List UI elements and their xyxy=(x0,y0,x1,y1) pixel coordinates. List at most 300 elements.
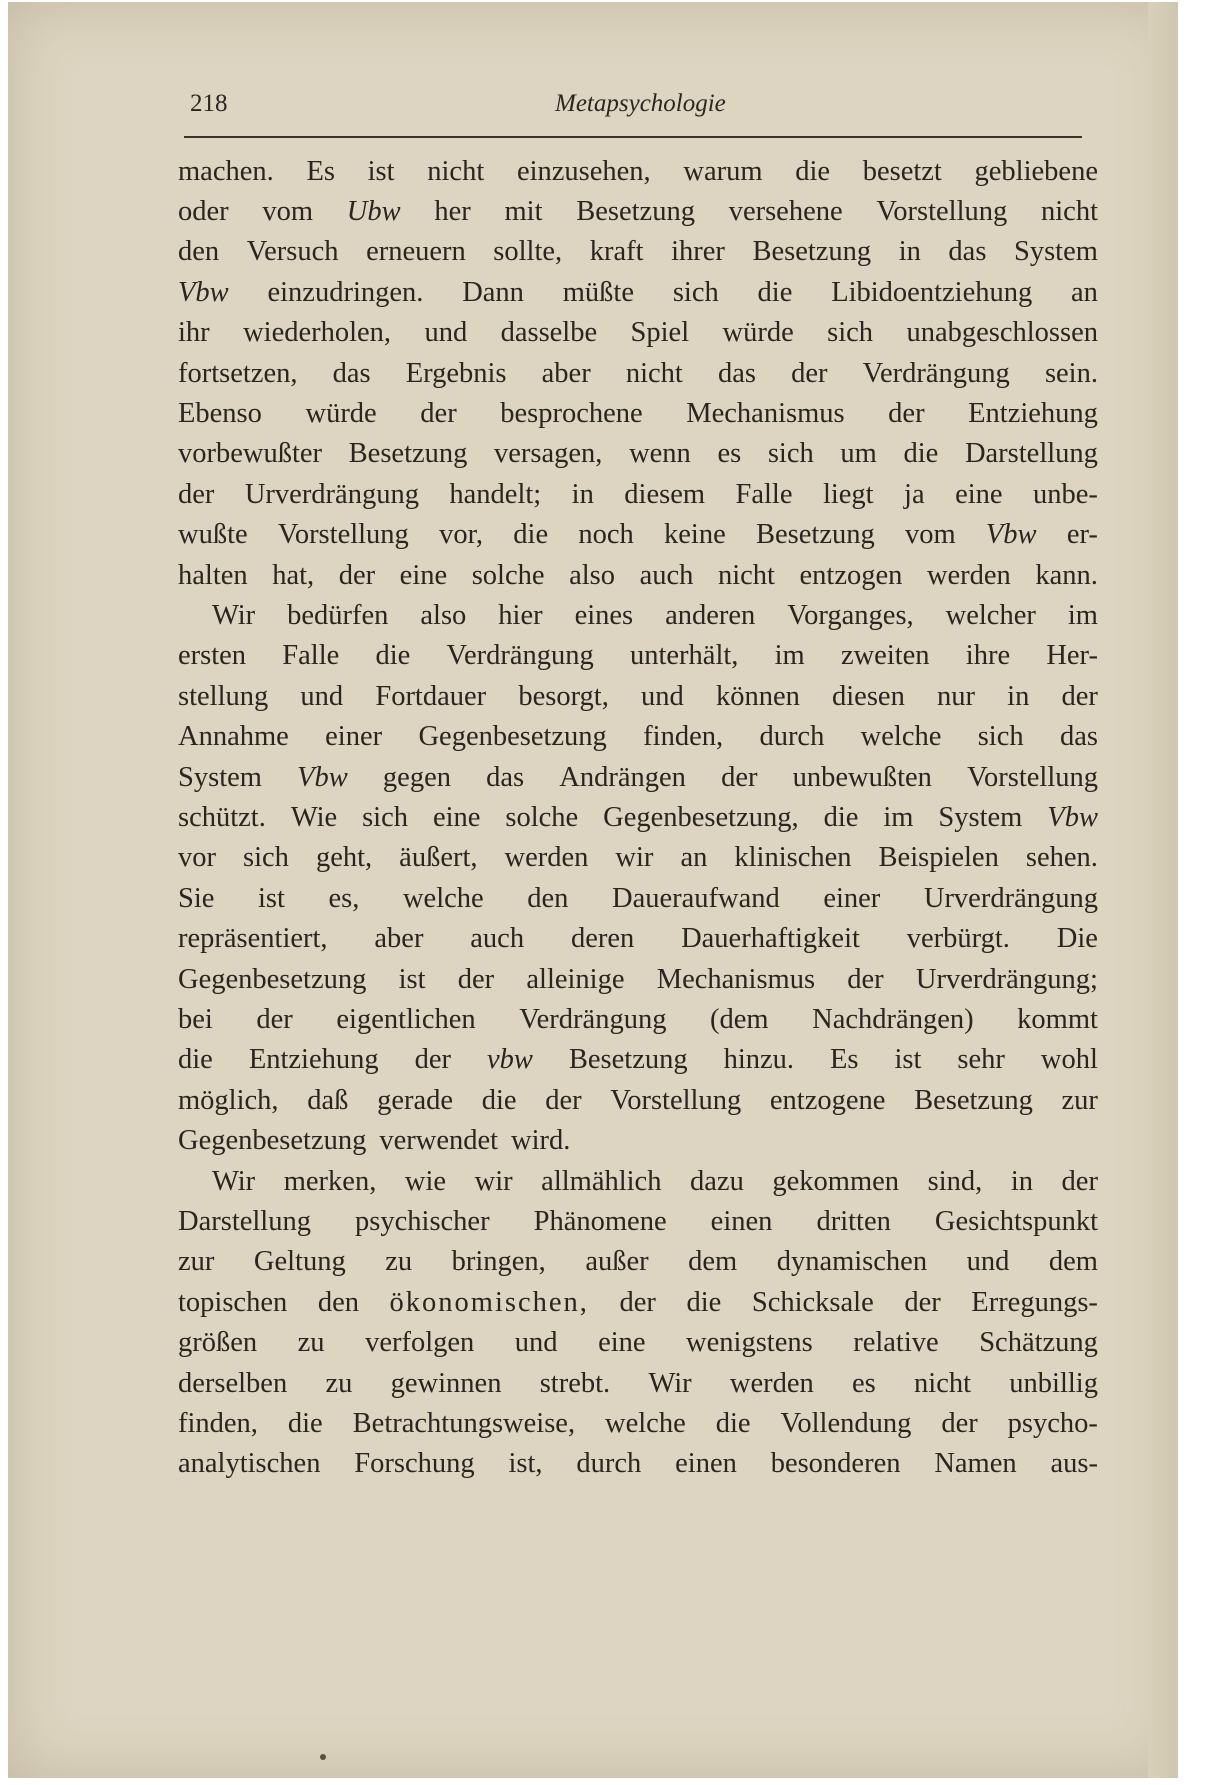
word: zweiten xyxy=(840,640,930,671)
word: ist, xyxy=(508,1448,543,1479)
word: keine xyxy=(664,519,726,550)
word: in xyxy=(1010,1166,1033,1197)
word: eine xyxy=(432,802,481,833)
word: werden xyxy=(504,842,589,873)
word: solche xyxy=(505,802,579,833)
word: anderen xyxy=(665,600,756,631)
word: wir xyxy=(615,842,654,873)
text-line xyxy=(178,1283,1098,1323)
word: wenigstens xyxy=(686,1327,813,1358)
word: strebt. xyxy=(539,1368,611,1399)
word: gerade xyxy=(377,1085,454,1116)
word: derselben xyxy=(178,1368,288,1399)
word: ja xyxy=(904,479,925,510)
word: Daueraufwand xyxy=(611,883,780,914)
page-number: 218 xyxy=(190,90,228,117)
word: das xyxy=(948,236,987,267)
word: Vorstellung xyxy=(876,196,1008,227)
word: werden xyxy=(729,1368,814,1399)
word: entzogene xyxy=(769,1085,886,1116)
word: Spiel xyxy=(630,317,690,348)
word: Falle xyxy=(735,479,793,510)
text-line xyxy=(178,1000,1098,1040)
word: Vbw xyxy=(1047,802,1098,833)
word: alleinige xyxy=(526,964,625,995)
word: unterhält, xyxy=(629,640,739,671)
word: Verdrängung xyxy=(862,358,1010,389)
text-line xyxy=(178,636,1098,676)
word: Schicksale xyxy=(751,1287,874,1318)
word: Urverdrängung xyxy=(244,479,419,510)
word: die xyxy=(481,1085,517,1116)
word: kommt xyxy=(1017,1004,1098,1035)
word: verbürgt. xyxy=(906,923,1010,954)
word: relative xyxy=(853,1327,939,1358)
word: zu xyxy=(325,1368,353,1399)
word: Beispielen xyxy=(878,842,999,873)
word: vor, xyxy=(439,519,484,550)
word: repräsentiert, xyxy=(178,923,328,954)
word: der xyxy=(1061,1166,1098,1197)
word: Entziehung xyxy=(968,398,1098,429)
word: wiederholen, xyxy=(243,317,392,348)
word: Verdrängung xyxy=(446,640,594,671)
word: warum xyxy=(683,156,763,187)
word: daß xyxy=(307,1085,349,1116)
word: versehene xyxy=(728,196,843,227)
word: gebliebene xyxy=(974,156,1098,187)
word: im xyxy=(1067,600,1098,631)
word: deren xyxy=(570,923,635,954)
word: einen xyxy=(710,1206,773,1237)
word: diesen xyxy=(832,681,905,712)
word: zu xyxy=(385,1246,413,1277)
word: die xyxy=(903,438,939,469)
word: ist xyxy=(894,1044,922,1075)
word: hier xyxy=(498,600,543,631)
word: gewinnen xyxy=(390,1368,502,1399)
word: es xyxy=(852,1368,876,1399)
word: kann. xyxy=(1035,560,1098,591)
word: äußert, xyxy=(399,842,478,873)
word: klinischen xyxy=(734,842,852,873)
word: Mechanismus xyxy=(686,398,845,429)
word: und xyxy=(424,317,468,348)
word: besonderen xyxy=(770,1448,901,1479)
text-line xyxy=(178,313,1098,353)
word: also xyxy=(569,560,615,591)
text-line xyxy=(178,1444,1098,1484)
word: Vbw xyxy=(178,277,229,308)
word: wußte xyxy=(178,519,248,550)
word: außer xyxy=(585,1246,649,1277)
word: sich xyxy=(767,438,814,469)
text-line xyxy=(178,960,1098,1000)
word: Gegenbesetzung xyxy=(178,1125,367,1156)
word: versagen, xyxy=(494,438,603,469)
word: müßte xyxy=(562,277,634,308)
word: vbw xyxy=(486,1044,533,1075)
text-line xyxy=(178,192,1098,232)
word: Forschung xyxy=(354,1448,475,1479)
word: unbillig xyxy=(1009,1368,1098,1399)
word: Urverdrängung xyxy=(923,883,1098,914)
word: nur xyxy=(937,681,975,712)
word: Besetzung xyxy=(568,1044,688,1075)
word: ihr xyxy=(178,317,210,348)
word: Es xyxy=(830,1044,859,1075)
word: den xyxy=(317,1287,359,1318)
word: das xyxy=(332,358,371,389)
text-line xyxy=(178,1323,1098,1363)
word: würde xyxy=(722,317,794,348)
word: der xyxy=(941,1408,978,1439)
word: der xyxy=(1061,681,1098,712)
word: Betrachtungsweise, xyxy=(352,1408,576,1439)
word: würde xyxy=(305,398,377,429)
word: vom xyxy=(904,519,956,550)
word: die xyxy=(375,640,411,671)
word: Ebenso xyxy=(178,398,262,429)
word: System xyxy=(1013,236,1098,267)
word: Besetzung xyxy=(576,196,695,227)
word: der xyxy=(721,762,758,793)
text-line xyxy=(178,596,1098,636)
word: aus- xyxy=(1050,1448,1098,1479)
word: ihre xyxy=(965,640,1011,671)
word: wir xyxy=(474,1166,513,1197)
word: verwendet xyxy=(379,1125,499,1156)
word: die xyxy=(686,1287,722,1318)
word: hat, xyxy=(272,560,315,591)
text-line xyxy=(178,919,1098,959)
word: fortsetzen, xyxy=(178,358,298,389)
word: Nachdrängen) xyxy=(812,1004,974,1035)
word: dazu xyxy=(690,1166,744,1197)
word: zu xyxy=(297,1327,325,1358)
word: Ubw xyxy=(346,196,401,227)
word: bedürfen xyxy=(287,600,389,631)
word: merken, xyxy=(283,1166,377,1197)
word: nicht xyxy=(1041,196,1098,227)
word: den xyxy=(178,236,220,267)
word: Die xyxy=(1056,923,1098,954)
word: gegen xyxy=(382,762,451,793)
word: Vorstellung xyxy=(610,1085,742,1116)
word: und xyxy=(300,681,344,712)
word: liegt xyxy=(822,479,874,510)
word: dynamischen xyxy=(776,1246,928,1277)
word: besetzt xyxy=(862,156,942,187)
word: Fortdauer xyxy=(375,681,487,712)
word: stellung xyxy=(178,681,269,712)
word: schützt. xyxy=(178,802,266,833)
word: wird. xyxy=(511,1125,571,1156)
word: Wie xyxy=(290,802,338,833)
word: in xyxy=(898,236,921,267)
word: Mechanismus xyxy=(656,964,816,995)
word: Erregungs- xyxy=(971,1287,1098,1318)
word: oder xyxy=(178,196,229,227)
word: Darstellung xyxy=(178,1206,311,1237)
text-line xyxy=(178,798,1098,838)
word: sich xyxy=(362,802,409,833)
word: welcher xyxy=(945,600,1036,631)
word: wohl xyxy=(1040,1044,1098,1075)
word: Vorstellung xyxy=(277,519,409,550)
word: durch xyxy=(576,1448,642,1479)
word: Wir xyxy=(212,1166,256,1197)
word: nicht xyxy=(625,358,683,389)
word: durch xyxy=(759,721,825,752)
word: entzogen xyxy=(799,560,903,591)
word: ist xyxy=(398,964,426,995)
word: und xyxy=(641,681,684,712)
word: Annahme xyxy=(178,721,289,752)
word: das xyxy=(717,358,756,389)
text-line xyxy=(178,1364,1098,1404)
word: die xyxy=(287,1408,323,1439)
word: unbe- xyxy=(1033,479,1098,510)
word: psychischer xyxy=(355,1206,490,1237)
word: der xyxy=(178,479,215,510)
word: allmählich xyxy=(541,1166,662,1197)
word: bei xyxy=(178,1004,213,1035)
word: die xyxy=(178,1044,213,1075)
word: finden, xyxy=(178,1408,258,1439)
word: diesem xyxy=(624,479,706,510)
word: Gegenbesetzung xyxy=(178,964,367,995)
word: welche xyxy=(605,1408,686,1439)
word: die xyxy=(795,156,831,187)
word: Andrängen xyxy=(559,762,686,793)
word: einer xyxy=(823,883,881,914)
word: können xyxy=(715,681,800,712)
word: auch xyxy=(639,560,694,591)
word: wenn xyxy=(629,438,691,469)
word: Urverdrängung; xyxy=(915,964,1098,995)
word: sehr xyxy=(957,1044,1005,1075)
word: Gesichtspunkt xyxy=(934,1206,1098,1237)
word: werden xyxy=(926,560,1011,591)
word: sich xyxy=(827,317,874,348)
word: nicht xyxy=(914,1368,972,1399)
word: machen. xyxy=(178,156,274,187)
word: einer xyxy=(325,721,383,752)
word: Wir xyxy=(648,1368,692,1399)
text-line xyxy=(178,677,1098,717)
word: im xyxy=(883,802,914,833)
text-line xyxy=(178,394,1098,434)
word: das xyxy=(1059,721,1098,752)
word: dasselbe xyxy=(500,317,598,348)
running-title: Metapsychologie xyxy=(555,90,726,117)
word: Vorganges, xyxy=(787,600,914,631)
word: verfolgen xyxy=(365,1327,475,1358)
word: eine xyxy=(399,560,448,591)
word: eines xyxy=(574,600,634,631)
word: System xyxy=(178,762,262,793)
word: Es xyxy=(306,156,335,187)
word: auch xyxy=(470,923,525,954)
word: Wir xyxy=(212,600,256,631)
word: sein. xyxy=(1044,358,1098,389)
word: sollte, xyxy=(493,236,563,267)
word: ersten xyxy=(178,640,247,671)
word: Sie xyxy=(178,883,215,914)
word: vor xyxy=(178,842,216,873)
word: möglich, xyxy=(178,1085,279,1116)
word: besprochene xyxy=(500,398,643,429)
word: sind, xyxy=(927,1166,983,1197)
word: Entziehung xyxy=(248,1044,379,1075)
word: ökonomischen, xyxy=(389,1287,589,1318)
word: und xyxy=(514,1327,558,1358)
word: Geltung xyxy=(253,1246,346,1277)
word: vorbewußter xyxy=(178,438,323,469)
word: halten xyxy=(178,560,248,591)
word: das xyxy=(486,762,525,793)
word: es, xyxy=(328,883,360,914)
word: eine xyxy=(955,479,1003,510)
word: hinzu. xyxy=(723,1044,795,1075)
word: Verdrängung xyxy=(519,1004,667,1035)
word: und xyxy=(966,1246,1010,1277)
word: in xyxy=(1007,681,1030,712)
word: der xyxy=(414,1044,451,1075)
ink-speck xyxy=(320,1754,326,1760)
word: an xyxy=(680,842,708,873)
word: her xyxy=(434,196,471,227)
word: Besetzung xyxy=(914,1085,1033,1116)
word: System xyxy=(938,802,1023,833)
text-line xyxy=(178,1040,1098,1080)
word: Darstellung xyxy=(964,438,1098,469)
word: um xyxy=(840,438,877,469)
text-line xyxy=(178,273,1098,313)
word: nicht xyxy=(717,560,775,591)
word: einzusehen, xyxy=(516,156,651,187)
word: Falle xyxy=(282,640,340,671)
word: psycho- xyxy=(1007,1408,1098,1439)
text-line xyxy=(178,556,1098,596)
word: ist xyxy=(367,156,395,187)
word: handelt; xyxy=(449,479,542,510)
text-line xyxy=(178,1121,1098,1161)
word: der xyxy=(847,964,884,995)
word: geht, xyxy=(315,842,373,873)
word: Vollendung xyxy=(780,1408,912,1439)
word: der xyxy=(457,964,495,995)
word: gekommen xyxy=(772,1166,900,1197)
word: Libidoentziehung xyxy=(831,277,1033,308)
word: der xyxy=(338,560,376,591)
text-line xyxy=(178,1162,1098,1202)
page-edge-shadow xyxy=(1148,2,1178,1778)
word: finden, xyxy=(643,721,724,752)
word: solche xyxy=(471,560,545,591)
text-line xyxy=(178,152,1098,192)
word: der xyxy=(791,358,828,389)
word: also xyxy=(420,600,467,631)
word: dem xyxy=(688,1246,738,1277)
header-rule xyxy=(184,136,1082,138)
word: Phänomene xyxy=(533,1206,667,1237)
word: mit xyxy=(504,196,543,227)
word: der xyxy=(420,398,457,429)
word: topischen xyxy=(178,1287,288,1318)
word: zur xyxy=(1061,1085,1098,1116)
word: (dem xyxy=(710,1004,769,1035)
word: Besetzung xyxy=(348,438,468,469)
word: aber xyxy=(374,923,424,954)
word: vom xyxy=(262,196,314,227)
text-line xyxy=(178,515,1098,555)
word: nicht xyxy=(427,156,485,187)
word: bringen, xyxy=(451,1246,546,1277)
text-line xyxy=(178,1081,1098,1121)
word: welche xyxy=(860,721,942,752)
word: er- xyxy=(1066,519,1098,550)
text-line xyxy=(178,232,1098,272)
word: der xyxy=(545,1085,582,1116)
word: eine xyxy=(598,1327,646,1358)
word: in xyxy=(571,479,594,510)
word: noch xyxy=(578,519,634,550)
word: sich xyxy=(243,842,289,873)
text-line xyxy=(178,434,1098,474)
word: die xyxy=(757,277,793,308)
word: der xyxy=(888,398,925,429)
word: Ergebnis xyxy=(405,358,507,389)
word: die xyxy=(513,519,549,550)
word: den xyxy=(527,883,569,914)
word: Vbw xyxy=(985,519,1037,550)
word: ist xyxy=(258,883,285,914)
word: erneuern xyxy=(366,236,466,267)
text-line xyxy=(178,758,1098,798)
text-line xyxy=(178,354,1098,394)
text-line xyxy=(178,838,1098,878)
running-head xyxy=(180,90,1084,126)
word: welche xyxy=(402,883,484,914)
word: der xyxy=(619,1287,656,1318)
word: ihrer xyxy=(671,236,725,267)
word: einen xyxy=(675,1448,737,1479)
word: zur xyxy=(178,1246,215,1277)
word: wie xyxy=(404,1166,447,1197)
text-line xyxy=(178,475,1098,515)
word: Dann xyxy=(462,277,524,308)
word: die xyxy=(715,1408,751,1439)
word: Gegenbesetzung xyxy=(418,721,607,752)
word: Her- xyxy=(1046,640,1098,671)
word: sich xyxy=(672,277,719,308)
word: der xyxy=(904,1287,941,1318)
word: Vbw xyxy=(297,762,348,793)
word: aber xyxy=(541,358,591,389)
word: Besetzung xyxy=(756,519,875,550)
word: der xyxy=(256,1004,293,1035)
word: analytischen xyxy=(178,1448,321,1479)
word: Gegenbesetzung, xyxy=(603,802,799,833)
text-line xyxy=(178,1202,1098,1242)
word: Besetzung xyxy=(752,236,872,267)
text-line xyxy=(178,1242,1098,1282)
word: an xyxy=(1071,277,1098,308)
word: sich xyxy=(977,721,1024,752)
word: unabgeschlossen xyxy=(906,317,1098,348)
